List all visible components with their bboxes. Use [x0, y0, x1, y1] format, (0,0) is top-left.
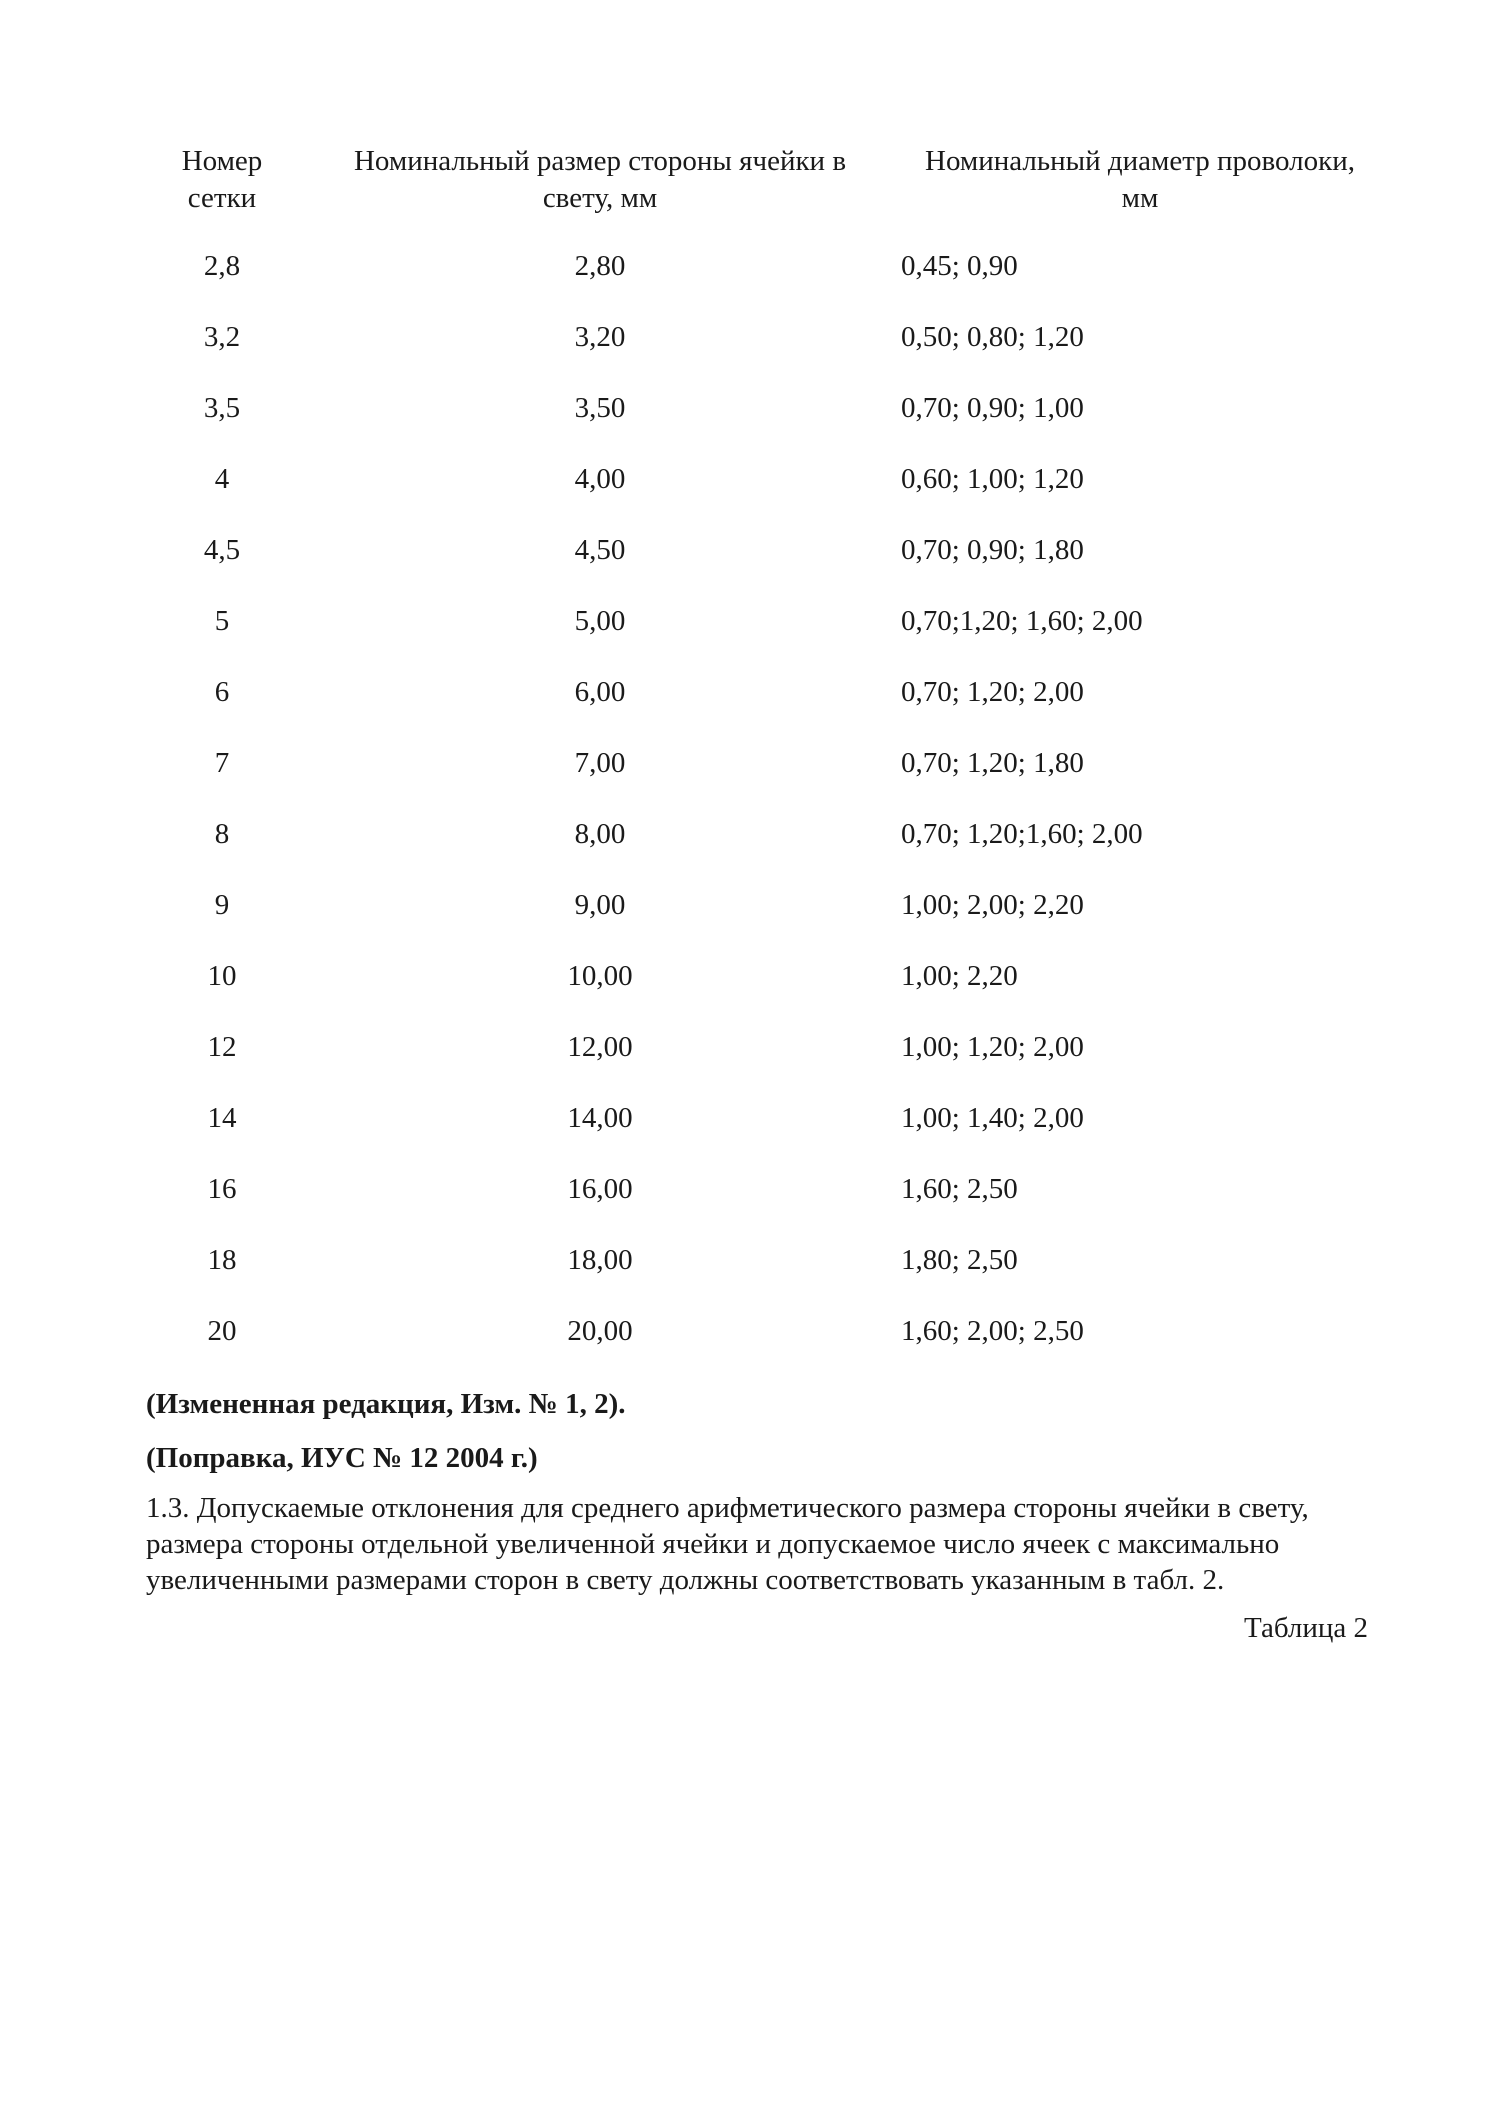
paragraph-line: 1.3. Допускаемые отклонения для среднего арифметического размера стороны ячейки в свету,	[146, 1492, 1309, 1524]
cell-size-cell: 10,00	[567, 960, 633, 992]
header-line: мм	[1121, 182, 1159, 214]
paragraph-line: увеличенными размерами сторон в свету должны соответствовать указанным в табл. 2.	[146, 1564, 1225, 1596]
mesh-number-cell: 20	[207, 1315, 237, 1347]
wire-diameter-cell: 1,60; 2,50	[901, 1173, 1018, 1205]
wire-diameter-cell: 0,70; 0,90; 1,80	[901, 534, 1084, 566]
wire-diameter-cell: 0,60; 1,00; 1,20	[901, 463, 1084, 495]
mesh-number-cell: 12	[207, 1031, 237, 1063]
revision-note: (Измененная редакция, Изм. № 1, 2).	[146, 1388, 626, 1420]
header-line: Номинальный диаметр проволоки,	[925, 145, 1355, 177]
wire-diameter-cell: 1,00; 1,20; 2,00	[901, 1031, 1084, 1063]
cell-size-cell: 8,00	[574, 818, 626, 850]
cell-size-cell: 2,80	[574, 250, 626, 282]
table-row	[0, 885, 1500, 956]
table-row	[0, 672, 1500, 743]
cell-size-cell: 9,00	[574, 889, 626, 921]
cell-size-cell: 14,00	[567, 1102, 633, 1134]
table-row	[0, 246, 1500, 317]
table-row	[0, 1027, 1500, 1098]
wire-diameter-cell: 1,00; 2,00; 2,20	[901, 889, 1084, 921]
wire-diameter-cell: 1,00; 2,20	[901, 960, 1018, 992]
header-wire-diameter	[900, 143, 1380, 217]
table-body	[0, 246, 1500, 1382]
paragraph-1-3	[146, 1490, 1376, 1598]
header-mesh-number	[162, 143, 282, 217]
mesh-number-cell: 18	[207, 1244, 237, 1276]
table-2-caption: Таблица 2	[1243, 1612, 1368, 1644]
cell-size-cell: 3,50	[574, 392, 626, 424]
header-line: Номер	[181, 145, 263, 177]
table-row	[0, 459, 1500, 530]
table-row	[0, 1311, 1500, 1382]
wire-diameter-cell: 0,70; 1,20; 2,00	[901, 676, 1084, 708]
mesh-number-cell: 4	[214, 463, 230, 495]
correction-note: (Поправка, ИУС № 12 2004 г.)	[146, 1442, 538, 1474]
table-row	[0, 601, 1500, 672]
cell-size-cell: 6,00	[574, 676, 626, 708]
table-header	[0, 143, 1500, 223]
mesh-number-cell: 9	[214, 889, 230, 921]
wire-diameter-cell: 0,50; 0,80; 1,20	[901, 321, 1084, 353]
table-row	[0, 743, 1500, 814]
mesh-number-cell: 8	[214, 818, 230, 850]
mesh-number-cell: 3,2	[203, 321, 241, 353]
table-row	[0, 530, 1500, 601]
mesh-number-cell: 7	[214, 747, 230, 779]
paragraph-line: размера стороны отдельной увеличенной ячейки и допускаемое число ячеек с максимально	[146, 1528, 1280, 1560]
header-line: сетки	[187, 182, 257, 214]
cell-size-cell: 12,00	[567, 1031, 633, 1063]
mesh-number-cell: 16	[207, 1173, 237, 1205]
wire-diameter-cell: 0,70; 1,20; 1,80	[901, 747, 1084, 779]
mesh-number-cell: 2,8	[203, 250, 241, 282]
cell-size-cell: 16,00	[567, 1173, 633, 1205]
table-row	[0, 1240, 1500, 1311]
table-row	[0, 388, 1500, 459]
table-row	[0, 956, 1500, 1027]
wire-diameter-cell: 0,70; 1,20;1,60; 2,00	[901, 818, 1143, 850]
cell-size-cell: 5,00	[574, 605, 626, 637]
cell-size-cell: 3,20	[574, 321, 626, 353]
mesh-number-cell: 10	[207, 960, 237, 992]
table-row	[0, 1169, 1500, 1240]
table-row	[0, 814, 1500, 885]
wire-diameter-cell: 0,45; 0,90	[901, 250, 1018, 282]
cell-size-cell: 7,00	[574, 747, 626, 779]
wire-diameter-cell: 1,80; 2,50	[901, 1244, 1018, 1276]
header-line: Номинальный размер стороны ячейки в	[353, 145, 847, 177]
cell-size-cell: 20,00	[567, 1315, 633, 1347]
mesh-number-cell: 3,5	[203, 392, 241, 424]
cell-size-cell: 4,00	[574, 463, 626, 495]
table-row	[0, 1098, 1500, 1169]
header-line: свету, мм	[542, 182, 658, 214]
mesh-number-cell: 5	[214, 605, 230, 637]
mesh-number-cell: 4,5	[203, 534, 241, 566]
wire-diameter-cell: 0,70; 0,90; 1,00	[901, 392, 1084, 424]
header-cell-size	[335, 143, 865, 217]
cell-size-cell: 4,50	[574, 534, 626, 566]
wire-diameter-cell: 0,70;1,20; 1,60; 2,00	[901, 605, 1143, 637]
mesh-number-cell: 6	[214, 676, 230, 708]
wire-diameter-cell: 1,00; 1,40; 2,00	[901, 1102, 1084, 1134]
wire-diameter-cell: 1,60; 2,00; 2,50	[901, 1315, 1084, 1347]
mesh-number-cell: 14	[207, 1102, 237, 1134]
cell-size-cell: 18,00	[567, 1244, 633, 1276]
table-row	[0, 317, 1500, 388]
